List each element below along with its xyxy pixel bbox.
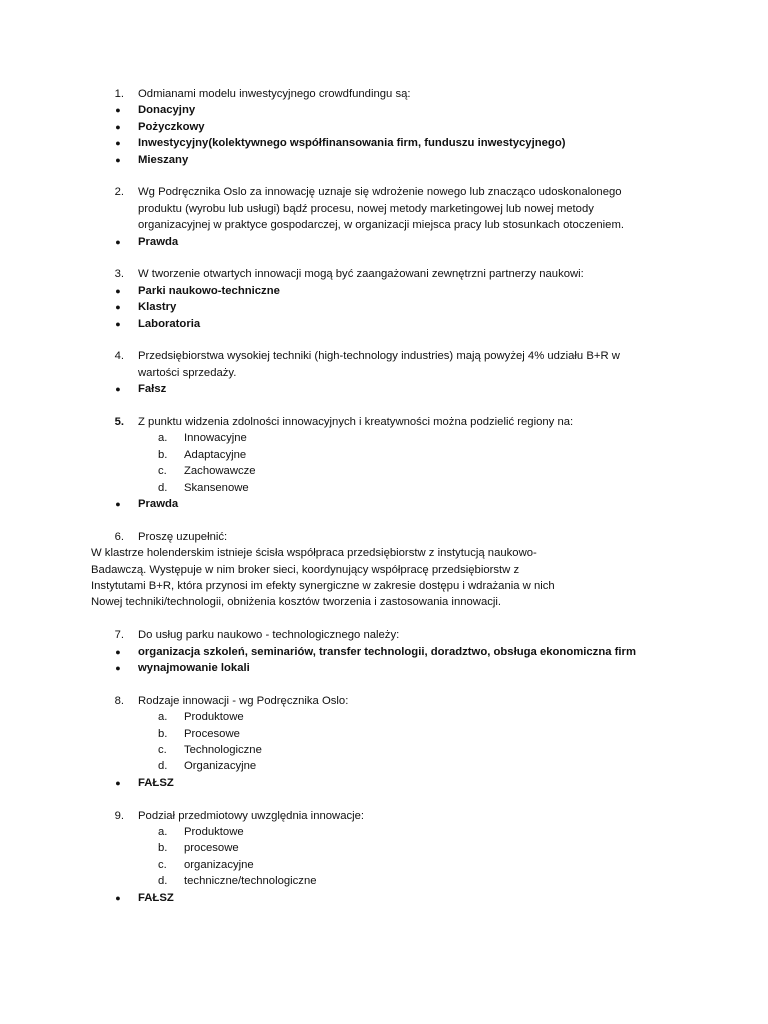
bullet-icon: ●: [115, 236, 121, 247]
sub-item-text: techniczne/technologiczne: [184, 875, 317, 888]
question-text: Do usług parku naukowo - technologicznego należy:: [138, 629, 400, 642]
bullet-icon: ●: [115, 154, 121, 165]
bullet-icon: ●: [115, 777, 121, 788]
question-text: Odmianami modelu inwestycyjnego crowdfundingu są:: [138, 88, 411, 100]
sub-item-letter: b.: [158, 842, 168, 855]
question-number: 2.: [114, 186, 124, 199]
question-text: wartości sprzedaży.: [138, 366, 237, 379]
bullet-icon: ●: [115, 121, 121, 132]
answer-item: Pożyczkowy: [138, 120, 205, 133]
answer-item: FAŁSZ: [138, 776, 174, 789]
question-text: Wg Podręcznika Oslo za innowację uznaje się wdrożenie nowego lub znacząco udoskonalonego: [138, 186, 622, 199]
answer-item: FAŁSZ: [138, 891, 174, 904]
bullet-icon: ●: [115, 318, 121, 329]
bullet-icon: ●: [115, 302, 121, 313]
bullet-icon: ●: [115, 499, 121, 509]
answer-item: Fałsz: [138, 383, 167, 396]
question-number: 3.: [114, 268, 124, 281]
sub-item-text: Organizacyjne: [184, 760, 257, 773]
question-number: 7.: [114, 629, 124, 642]
answer-item: wynajmowanie lokali: [138, 662, 250, 674]
bullet-icon: ●: [115, 285, 121, 296]
answer-item: Inwestycyjny(kolektywnego współfinansowania firm, funduszu inwestycyjnego): [138, 137, 566, 150]
sub-item-text: Procesowe: [184, 727, 240, 740]
sub-item-letter: d.: [158, 760, 168, 773]
question-text: Przedsiębiorstwa wysokiej techniki (high-technology industries) mają powyżej 4% udziału B+R w: [138, 350, 620, 363]
sub-item-text: Skansenowe: [184, 481, 249, 494]
sub-item-letter: c.: [158, 744, 167, 756]
sub-item-text: Zachowawcze: [184, 465, 256, 478]
sub-item-letter: a.: [158, 826, 168, 838]
answer-item: Parki naukowo-techniczne: [138, 284, 280, 297]
sub-item-letter: c.: [158, 858, 167, 871]
sub-item-letter: a.: [158, 711, 168, 724]
bullet-icon: ●: [115, 646, 121, 657]
bullet-icon: ●: [115, 384, 121, 395]
answer-item: Laboratoria: [138, 317, 201, 330]
answer-item: organizacja szkoleń, seminariów, transfer technologii, doradztwo, obsługa ekonomiczna firm: [138, 645, 636, 658]
answer-item: Prawda: [138, 235, 179, 248]
bullet-icon: ●: [115, 892, 121, 903]
question-text: Podział przedmiotowy uwzględnia innowacje:: [138, 809, 365, 822]
bullet-icon: ●: [115, 138, 121, 149]
sub-item-text: Produktowe: [184, 826, 244, 838]
question-number: 5.: [114, 416, 124, 428]
question-number: 4.: [114, 350, 124, 363]
sub-item-text: Innowacyjne: [184, 432, 247, 445]
question-text: organizacyjnej w praktyce gospodarczej, w organizacji miejsca pracy lub stosunkach otoczeniem.: [138, 219, 624, 232]
answer-paragraph-line: W klastrze holenderskim istnieje ścisła współpraca przedsiębiorstw z instytucją naukowo-: [91, 547, 537, 560]
sub-item-letter: b.: [158, 448, 168, 461]
sub-item-letter: a.: [158, 432, 168, 445]
question-number: 1.: [114, 88, 124, 100]
bullet-icon: ●: [115, 105, 121, 116]
answer-item: Donacyjny: [138, 104, 196, 117]
question-number: 8.: [114, 694, 124, 707]
question-text: Z punktu widzenia zdolności innowacyjnych i kreatywności można podzielić regiony na:: [138, 416, 574, 428]
answer-item: Prawda: [138, 498, 179, 510]
sub-item-letter: d.: [158, 875, 168, 888]
answer-paragraph-line: Nowej techniki/technologii, obniżenia kosztów tworzenia i zastosowania innowacji.: [91, 596, 502, 609]
sub-item-letter: d.: [158, 481, 168, 494]
question-text: Rodzaje innowacji - wg Podręcznika Oslo:: [138, 694, 349, 707]
question-text: Proszę uzupełnić:: [138, 530, 228, 543]
question-number: 6.: [114, 530, 124, 543]
sub-item-text: Technologiczne: [184, 744, 262, 756]
sub-item-letter: c.: [158, 465, 167, 478]
question-text: produktu (wyrobu lub usługi) bądź procesu, nowej metody marketingowej lub nowej metody: [138, 202, 594, 215]
sub-item-text: organizacyjne: [184, 858, 254, 871]
answer-item: Klastry: [138, 301, 177, 314]
bullet-icon: ●: [115, 663, 121, 673]
question-number: 9.: [114, 809, 124, 822]
question-text: W tworzenie otwartych innowacji mogą być zaangażowani zewnętrzni partnerzy naukowi:: [138, 268, 584, 281]
sub-item-letter: b.: [158, 727, 168, 740]
sub-item-text: Adaptacyjne: [184, 448, 247, 461]
answer-paragraph-line: Badawczą. Występuje w nim broker sieci, koordynujący współpracę przedsiębiorstw z: [91, 563, 520, 576]
sub-item-text: Produktowe: [184, 711, 244, 724]
answer-item: Mieszany: [138, 153, 189, 166]
sub-item-text: procesowe: [184, 842, 239, 855]
answer-paragraph-line: Instytutami B+R, która przynosi im efekty synergiczne w zakresie dostępu i wdrażania w nich: [91, 580, 555, 592]
